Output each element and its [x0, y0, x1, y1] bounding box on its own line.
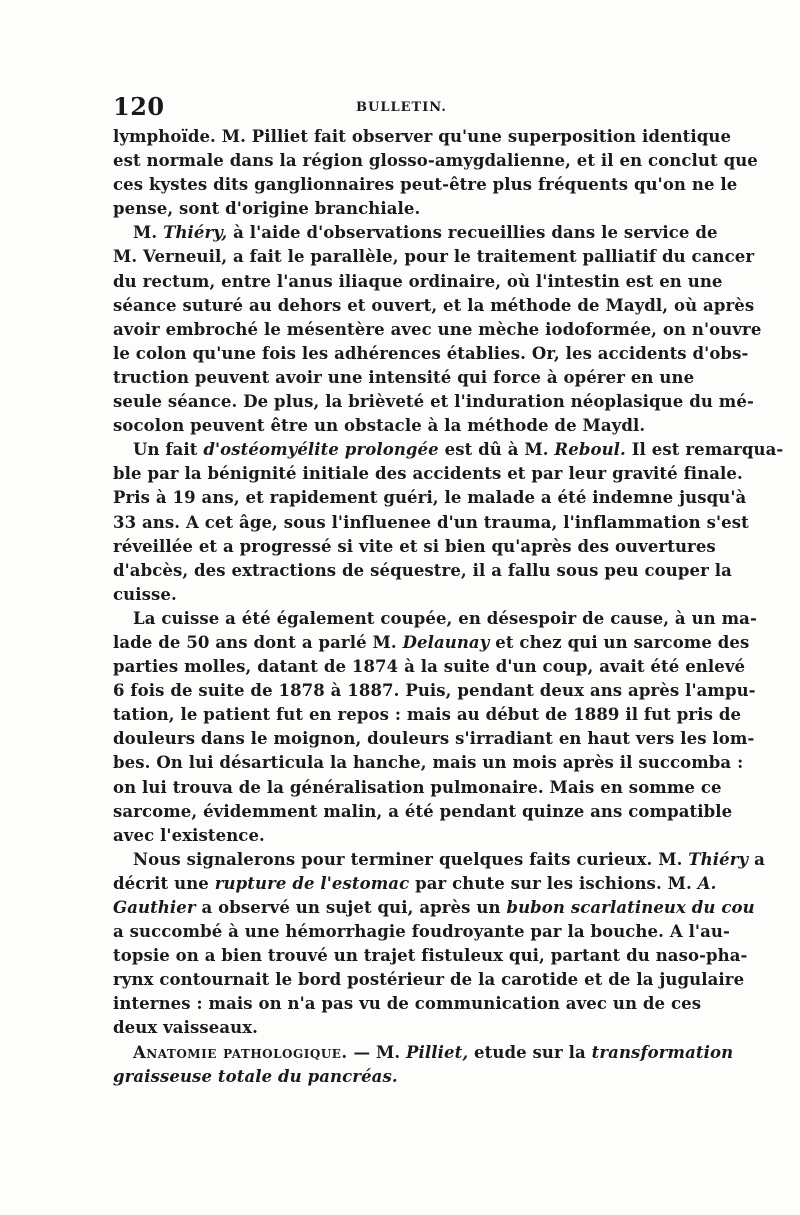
- text-line: [113, 221, 718, 245]
- text-line: socolon peuvent être un obstacle à la méthode de Maydl.: [113, 416, 646, 436]
- text-line: douleurs dans le moignon, douleurs s'irradiant en haut vers les lom-: [113, 729, 755, 749]
- text-line: ces kystes dits ganglionnaires peut-être plus fréquents qu'on ne le: [113, 175, 738, 195]
- text-line: on lui trouva de la généralisation pulmonaire. Mais en somme ce: [113, 777, 722, 797]
- text-run: Il est remarqua-: [625, 440, 784, 460]
- italic-run: bubon scarlatineux du cou: [506, 898, 755, 917]
- text-run: est dû à M.: [438, 440, 555, 460]
- text-line: internes : mais on n'a pas vu de communication avec un de ces: [113, 994, 702, 1014]
- text-line: tation, le patient fut en repos : mais au début de 1889 il fut pris de: [113, 705, 742, 725]
- text-run: Nous signalerons pour terminer quelques faits curieux. M.: [133, 849, 689, 869]
- text-line: bes. On lui désarticula la hanche, mais un mois après il succomba :: [113, 753, 744, 773]
- text-line: [113, 438, 784, 462]
- italic-run: Thiéry: [688, 849, 749, 869]
- text-run: Un fait: [133, 440, 204, 460]
- italic-run: d'ostéomyélite prolongée: [203, 440, 439, 460]
- page-header: [113, 92, 683, 126]
- text-line: pense, sont d'origine branchiale.: [113, 199, 421, 219]
- text-line: deux vaisseaux.: [113, 1018, 259, 1038]
- text-line: séance suturé au dehors et ouvert, et la méthode de Maydl, où après: [113, 295, 755, 315]
- page-number: 120: [113, 92, 165, 121]
- section-heading: Anatomie pathologique.: [133, 1042, 348, 1062]
- text-line: sarcome, évidemment malin, a été pendant quinze ans compatible: [113, 801, 733, 821]
- text-run: par chute sur les ischions. M.: [409, 873, 698, 893]
- text-line: réveillée et a progressé si vite et si bien qu'après des ouvertures: [113, 536, 716, 556]
- text-line: parties molles, datant de 1874 à la suite d'un coup, avait été enlevé: [113, 657, 746, 677]
- text-run: — M.: [347, 1042, 407, 1062]
- text-line: avoir embroché le mésentère avec une mèche iodoformée, on n'ouvre: [113, 319, 762, 339]
- text-line: [113, 896, 755, 920]
- text-line: le colon qu'une fois les adhérences établies. Or, les accidents d'obs-: [113, 343, 749, 363]
- text-run: a: [748, 849, 765, 869]
- text-line: rynx contournait le bord postérieur de la carotide et de la jugulaire: [113, 970, 745, 990]
- text-line: d'abcès, des extractions de séquestre, il a fallu sous peu couper la: [113, 560, 732, 580]
- text-line: [113, 848, 765, 872]
- italic-run: Pilliet,: [406, 1042, 469, 1062]
- text-run: et chez qui un sarcome des: [489, 632, 750, 652]
- text-line: La cuisse a été également coupée, en désespoir de cause, à un ma-: [133, 608, 757, 628]
- text-line: 33 ans. A cet âge, sous l'influenee d'un trauma, l'inflammation s'est: [113, 512, 749, 532]
- italic-run: Thiéry,: [163, 223, 228, 243]
- text-line: [113, 1065, 683, 1089]
- text-line: a succombé à une hémorrhagie foudroyante par la bouche. A l'au-: [113, 922, 730, 942]
- text-line: du rectum, entre l'anus iliaque ordinaire, où l'intestin est en une: [113, 271, 723, 291]
- body-text: [113, 125, 784, 1089]
- text-line: truction peuvent avoir une intensité qui force à opérer en une: [113, 367, 695, 387]
- text-line: seule séance. De plus, la brièveté et l'induration néoplasique du mé-: [113, 392, 754, 412]
- text-line: [113, 872, 717, 896]
- italic-run: graisseuse totale du pancréas.: [113, 1066, 398, 1086]
- text-line: M. Verneuil, a fait le parallèle, pour le traitement palliatif du cancer: [113, 247, 755, 267]
- text-line: [113, 631, 750, 655]
- text-line: 6 fois de suite de 1878 à 1887. Puis, pendant deux ans après l'ampu-: [113, 681, 756, 701]
- italic-run: Reboul.: [554, 440, 626, 460]
- text-line: lymphoïde. M. Pilliet fait observer qu'une superposition identique: [113, 127, 732, 146]
- text-run: M.: [133, 223, 164, 243]
- text-run: a observé un sujet qui, après un: [195, 898, 507, 917]
- italic-run: transformation: [591, 1042, 734, 1062]
- italic-run: Delaunay: [402, 632, 490, 652]
- running-head: BULLETIN.: [356, 100, 447, 115]
- text-run: décrit une: [113, 873, 215, 893]
- text-line: ble par la bénignité initiale des accidents et par leur gravité finale.: [113, 464, 743, 484]
- text-line: avec l'existence.: [113, 825, 265, 845]
- text-line: est normale dans la région glosso-amygdalienne, et il en conclut que: [113, 151, 758, 171]
- text-line: Pris à 19 ans, et rapidement guéri, le malade a été indemne jusqu'à: [113, 488, 747, 508]
- text-run: etude sur la: [468, 1042, 592, 1062]
- italic-run: A.: [697, 873, 717, 893]
- italic-run: Gauthier: [113, 898, 196, 917]
- italic-run: rupture de l'estomac: [214, 873, 410, 893]
- text-line: topsie on a bien trouvé un trajet fistuleux qui, partant du naso-pha-: [113, 946, 748, 966]
- text-run: à l'aide d'observations recueillies dans le service de: [227, 223, 718, 243]
- text-line: [113, 1041, 734, 1065]
- text-run: lade de 50 ans dont a parlé M.: [113, 632, 403, 652]
- text-line: cuisse.: [113, 584, 177, 604]
